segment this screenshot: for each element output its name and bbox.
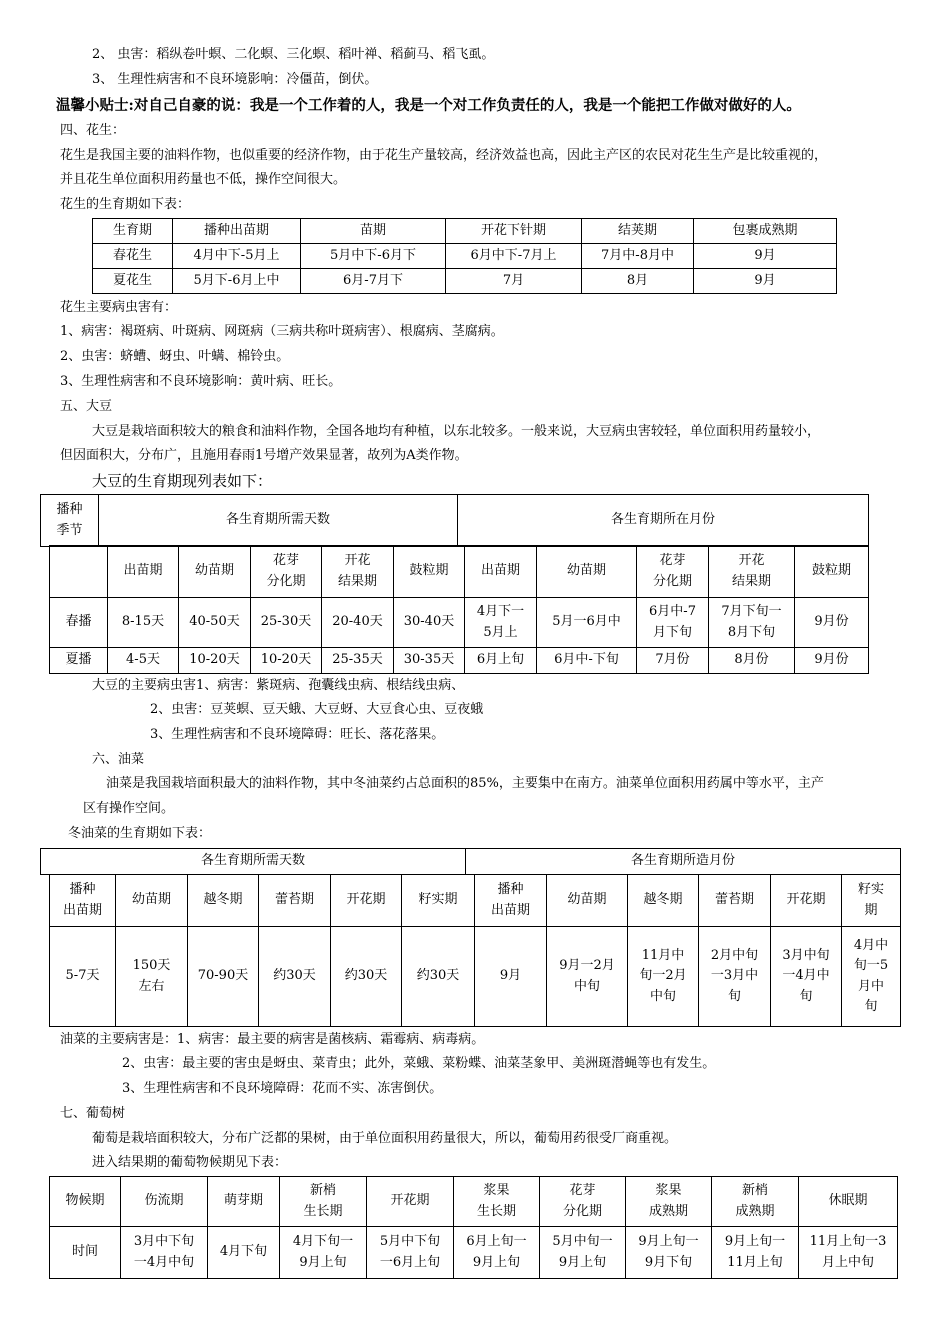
grape-heading: 七、葡萄树 — [60, 1106, 126, 1121]
soybean-sub-header: 幼苗期 — [179, 546, 251, 598]
rapeseed-para-1: 油菜是我国栽培面积最大的油料作物，其中冬油菜约占总面积的85%，主要集中在南方。油菜单位面积用药属中等水平，主产 — [106, 776, 824, 791]
soybean-cell: 10-20天 — [179, 648, 251, 674]
grape-cell: 3月中下旬 一4月中旬 — [121, 1227, 208, 1279]
soybean-pest-3: 3、生理性病害和不良环境障碍：旺长、落花落果。 — [150, 727, 445, 742]
rapeseed-pest-3: 3、生理性病害和不良环境障碍：花而不实、冻害倒伏。 — [122, 1081, 443, 1096]
rice-pest-item-3: 3、 生理性病害和不良环境影响：冷僵苗，倒伏。 — [92, 72, 378, 87]
peanut-header-cell: 结荚期 — [582, 219, 694, 244]
soybean-cell: 25-35天 — [322, 648, 394, 674]
soybean-cell: 4-5天 — [108, 648, 179, 674]
soybean-group-months: 各生育期所在月份 — [458, 495, 869, 547]
grape-header-cell: 开花期 — [367, 1177, 454, 1227]
rapeseed-heading: 六、油菜 — [92, 752, 145, 767]
grape-cell: 4月下旬 — [208, 1227, 280, 1279]
soybean-cell: 25-30天 — [251, 598, 322, 648]
peanut-pests-title: 花生主要病虫害有： — [60, 300, 178, 315]
rapeseed-sub-header: 幼苗期 — [116, 875, 188, 927]
peanut-header-cell: 苗期 — [301, 219, 446, 244]
grape-cell: 5月中下旬 一6月上旬 — [367, 1227, 454, 1279]
grape-table-caption: 进入结果期的葡萄物候期见下表： — [92, 1155, 288, 1170]
rapeseed-cell: 11月中 旬一2月 中旬 — [628, 927, 699, 1027]
soybean-cell: 7月下旬一 8月下旬 — [709, 598, 795, 648]
rapeseed-sub-header: 蕾苔期 — [259, 875, 331, 927]
soybean-cell: 30-40天 — [394, 598, 465, 648]
rapeseed-cell: 约30天 — [331, 927, 402, 1027]
soybean-cell: 20-40天 — [322, 598, 394, 648]
grape-para-1: 葡萄是栽培面积较大，分布广泛都的果树，由于单位面积用药量很大，所以，葡萄用药很受厂商重视。 — [92, 1131, 678, 1146]
rapeseed-cell: 5-7天 — [50, 927, 116, 1027]
peanut-cell: 夏花生 — [93, 269, 173, 294]
soybean-sub-header: 花芽 分化期 — [251, 546, 322, 598]
grape-cell: 11月上旬一3 月上中旬 — [799, 1227, 898, 1279]
rice-pest-item-2: 2、 虫害：稻纵卷叶螟、二化螟、三化螟、稻叶禅、稻蓟马、稻飞虱。 — [92, 47, 495, 62]
soybean-cell: 7月份 — [637, 648, 709, 674]
soybean-sub-header: 出苗期 — [108, 546, 179, 598]
peanut-pest-1: 1、病害：褐斑病、叶斑病、网斑病（三病共称叶斑病害）、根腐病、茎腐病。 — [60, 324, 504, 339]
rapeseed-sub-header: 播种 出苗期 — [475, 875, 547, 927]
rapeseed-sub-header: 播种 出苗期 — [50, 875, 116, 927]
soybean-heading: 五、大豆 — [60, 399, 113, 414]
soybean-table-caption: 大豆的生育期现列表如下： — [92, 472, 273, 490]
rapeseed-sub-header: 籽实 期 — [842, 875, 901, 927]
soybean-sub-header: 鼓粒期 — [795, 546, 869, 598]
grape-cell: 时间 — [50, 1227, 121, 1279]
grape-header-cell: 浆果 生长期 — [454, 1177, 540, 1227]
rapeseed-group-days: 各生育期所需天数 — [41, 849, 466, 875]
soybean-empty-cell — [50, 546, 108, 598]
peanut-cell: 8月 — [582, 269, 694, 294]
soybean-cell: 10-20天 — [251, 648, 322, 674]
grape-header-cell: 新梢 生长期 — [280, 1177, 367, 1227]
peanut-table-caption: 花生的生育期如下表： — [60, 197, 191, 212]
rapeseed-table — [49, 874, 901, 1027]
rapeseed-pest-2: 2、虫害：最主要的害虫是蚜虫、菜青虫；此外，菜蛾、菜粉蝶、油菜茎象甲、美洲斑潜蝇等也有发生。 — [122, 1056, 716, 1071]
soybean-cell: 40-50天 — [179, 598, 251, 648]
rapeseed-sub-header: 蕾苔期 — [699, 875, 771, 927]
soybean-pest-1: 大豆的主要病虫害1、病害：紫斑病、孢囊线虫病、根结线虫病、 — [92, 678, 465, 693]
soybean-cell: 4月下一 5月上 — [465, 598, 537, 648]
soybean-sub-header: 开花 结果期 — [322, 546, 394, 598]
soybean-cell: 春播 — [50, 598, 108, 648]
peanut-heading: 四、花生： — [60, 123, 126, 138]
peanut-cell: 春花生 — [93, 244, 173, 269]
tip-banner: 温馨小贴士:对自己自豪的说：我是一个工作着的人，我是一个对工作负责任的人，我是一个能把工作做对做好的人。 — [56, 97, 801, 114]
soybean-para-1: 大豆是栽培面积较大的粮食和油料作物，全国各地均有种植，以东北较多。一般来说，大豆病虫害较轻，单位面积用药量较小， — [92, 424, 821, 439]
grape-header-cell: 物候期 — [50, 1177, 121, 1227]
grape-cell: 4月下旬一 9月上旬 — [280, 1227, 367, 1279]
soybean-sub-header: 幼苗期 — [537, 546, 637, 598]
soybean-cell: 8月份 — [709, 648, 795, 674]
grape-cell: 9月上旬一 11月上旬 — [712, 1227, 799, 1279]
soybean-sub-header: 鼓粒期 — [394, 546, 465, 598]
rapeseed-sub-header: 开花期 — [331, 875, 402, 927]
soybean-cell: 30-35天 — [394, 648, 465, 674]
grape-header-cell: 浆果 成熟期 — [626, 1177, 712, 1227]
soybean-cell: 6月中-7 月下旬 — [637, 598, 709, 648]
soybean-table-header — [40, 494, 869, 547]
grape-cell: 6月上旬一 9月上旬 — [454, 1227, 540, 1279]
rapeseed-cell: 3月中旬 一4月中 旬 — [771, 927, 842, 1027]
peanut-cell: 9月 — [694, 269, 837, 294]
peanut-cell: 6月-7月下 — [301, 269, 446, 294]
peanut-header-cell: 生育期 — [93, 219, 173, 244]
peanut-pest-3: 3、生理性病害和不良环境影响：黄叶病、旺长。 — [60, 374, 342, 389]
soybean-cell: 8-15天 — [108, 598, 179, 648]
grape-header-cell: 休眠期 — [799, 1177, 898, 1227]
soybean-cell: 9月份 — [795, 598, 869, 648]
grape-header-cell: 新梢 成熟期 — [712, 1177, 799, 1227]
rapeseed-cell: 70-90天 — [188, 927, 259, 1027]
soybean-group-days: 各生育期所需天数 — [99, 495, 458, 547]
grape-header-cell: 花芽 分化期 — [540, 1177, 626, 1227]
grape-cell: 9月上旬一 9月下旬 — [626, 1227, 712, 1279]
soybean-cell: 5月一6月中 — [537, 598, 637, 648]
rapeseed-cell: 9月一2月 中旬 — [547, 927, 628, 1027]
rapeseed-sub-header: 越冬期 — [628, 875, 699, 927]
rapeseed-sub-header: 开花期 — [771, 875, 842, 927]
rapeseed-cell: 4月中 旬一5 月中 旬 — [842, 927, 901, 1027]
soybean-pest-2: 2、虫害：豆荚螟、豆天蛾、大豆蚜、大豆食心虫、豆夜蛾 — [150, 702, 484, 717]
peanut-cell: 7月中-8月中 — [582, 244, 694, 269]
rapeseed-cell: 2月中旬 一3月中 旬 — [699, 927, 771, 1027]
grape-cell: 5月中旬一 9月上旬 — [540, 1227, 626, 1279]
rapeseed-sub-header: 籽实期 — [402, 875, 475, 927]
soybean-cell: 夏播 — [50, 648, 108, 674]
peanut-cell: 6月中下-7月上 — [446, 244, 582, 269]
peanut-header-cell: 包裹成熟期 — [694, 219, 837, 244]
peanut-pest-2: 2、虫害：蛴螬、蚜虫、叶螨、棉铃虫。 — [60, 349, 290, 364]
peanut-cell: 9月 — [694, 244, 837, 269]
grape-table — [49, 1176, 898, 1279]
peanut-para-2: 并且花生单位面积用药量也不低，操作空间很大。 — [60, 172, 347, 187]
soybean-cell: 9月份 — [795, 648, 869, 674]
rapeseed-cell: 9月 — [475, 927, 547, 1027]
rapeseed-table-caption: 冬油菜的生育期如下表： — [68, 826, 212, 841]
soybean-table — [49, 545, 869, 674]
peanut-cell: 5月中下-6月下 — [301, 244, 446, 269]
rapeseed-group-months: 各生育期所造月份 — [466, 849, 901, 875]
rapeseed-pest-1: 油菜的主要病害是：1、病害：最主要的病害是菌核病、霜霉病、病毒病。 — [60, 1032, 485, 1047]
peanut-table — [92, 218, 837, 294]
soybean-cell: 6月上旬 — [465, 648, 537, 674]
rapeseed-cell: 150天 左右 — [116, 927, 188, 1027]
rapeseed-table-header — [40, 848, 901, 875]
soybean-para-2: 但因面积大，分布广，且施用春雨1号增产效果显著，故列为A类作物。 — [60, 448, 468, 463]
grape-header-cell: 伤流期 — [121, 1177, 208, 1227]
grape-header-cell: 萌芽期 — [208, 1177, 280, 1227]
soybean-season-header: 播种 季节 — [41, 495, 99, 547]
rapeseed-cell: 约30天 — [402, 927, 475, 1027]
soybean-sub-header: 花芽 分化期 — [637, 546, 709, 598]
peanut-para-1: 花生是我国主要的油料作物，也似重要的经济作物，由于花生产量较高，经济效益也高，因此主产区的农民对花生生产是比较重视的， — [60, 148, 828, 163]
soybean-sub-header: 出苗期 — [465, 546, 537, 598]
peanut-cell: 5月下-6月上中 — [173, 269, 301, 294]
peanut-header-cell: 开花下针期 — [446, 219, 582, 244]
peanut-cell: 7月 — [446, 269, 582, 294]
soybean-sub-header: 开花 结果期 — [709, 546, 795, 598]
rapeseed-para-2: 区有操作空间。 — [83, 801, 175, 816]
rapeseed-sub-header: 幼苗期 — [547, 875, 628, 927]
peanut-header-cell: 播种出苗期 — [173, 219, 301, 244]
soybean-cell: 6月中-下旬 — [537, 648, 637, 674]
rapeseed-sub-header: 越冬期 — [188, 875, 259, 927]
rapeseed-cell: 约30天 — [259, 927, 331, 1027]
peanut-cell: 4月中下-5月上 — [173, 244, 301, 269]
